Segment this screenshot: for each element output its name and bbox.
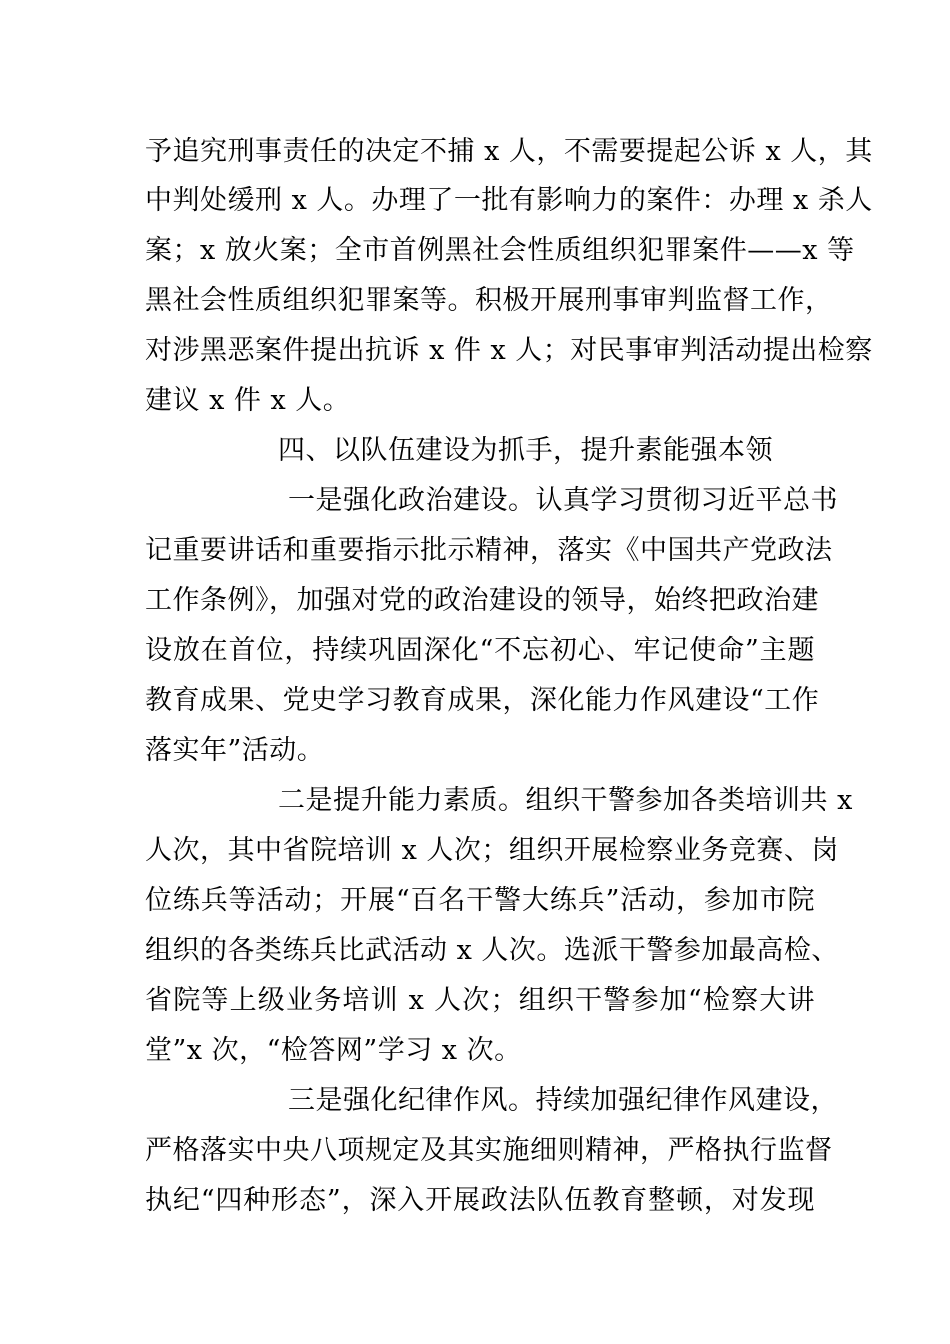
text-line: 严格落实中央八项规定及其实施细则精神，严格执行监督 [145,1135,833,1166]
text-line: 人次，其中省院培训 x 人次；组织开展检察业务竞赛、岗 [145,835,839,866]
text-line: 予追究刑事责任的决定不捕 x 人，不需要提起公诉 x 人，其 [145,136,873,167]
text-line: 中判处缓刑 x 人。办理了一批有影响力的案件：办理 x 杀人 [145,185,873,216]
text-line: 一是强化政治建设。认真学习贯彻习近平总书 [288,485,838,516]
section-heading: 四、以队伍建设为抓手，提升素能强本领 [278,435,773,466]
text-line: 落实年”活动。 [145,735,325,766]
text-line: 记重要讲话和重要指示批示精神，落实《中国共产党政法 [145,535,833,566]
text-line: 堂”x 次，“检答网”学习 x 次。 [145,1035,522,1066]
text-line: 三是强化纪律作风。持续加强纪律作风建设， [288,1085,838,1116]
text-line: 对涉黑恶案件提出抗诉 x 件 x 人；对民事审判活动提出检察 [145,335,873,366]
text-line: 工作条例》，加强对党的政治建设的领导，始终把政治建 [145,585,819,616]
text-line: 黑社会性质组织犯罪案等。积极开展刑事审判监督工作， [145,285,833,316]
text-line: 位练兵等活动；开展“百名干警大练兵”活动，参加市院 [145,885,815,916]
text-line: 省院等上级业务培训 x 人次；组织干警参加“检察大讲 [145,985,815,1016]
text-line: 教育成果、党史学习教育成果，深化能力作风建设“工作 [145,685,820,716]
text-line: 执纪“四种形态”，深入开展政法队伍教育整顿，对发现 [145,1185,815,1216]
text-line: 组织的各类练兵比武活动 x 人次。选派干警参加最高检、 [145,935,839,966]
text-line: 二是提升能力素质。组织干警参加各类培训共 x [278,785,853,816]
text-line: 案；x 放火案；全市首例黑社会性质组织犯罪案件——x 等 [145,235,855,266]
text-line: 设放在首位，持续巩固深化“不忘初心、牢记使命”主题 [145,635,815,666]
text-line: 建议 x 件 x 人。 [145,385,351,416]
